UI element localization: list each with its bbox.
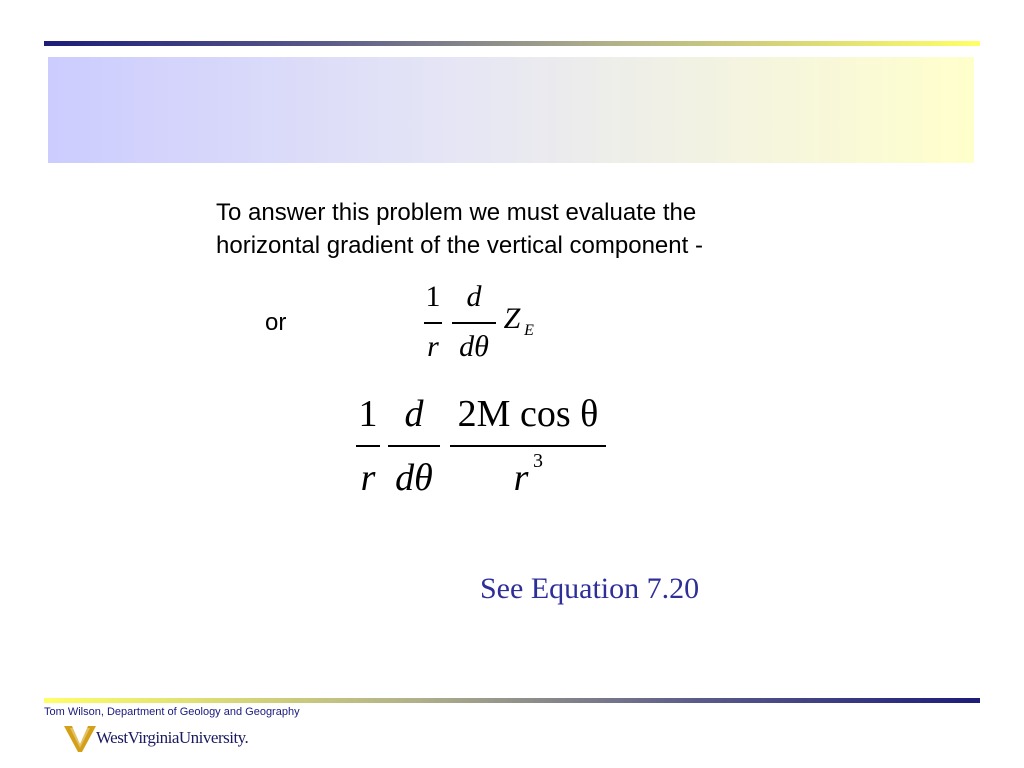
eq2-num-1: 1 — [358, 393, 378, 435]
eq2-den-3: r — [513, 457, 529, 499]
wvu-wordmark: WestVirginiaUniversity. — [96, 728, 249, 747]
eq1-den-2: dθ — [459, 330, 489, 363]
eq1-num-1: 1 — [425, 280, 441, 313]
eq2-sup: 3 — [533, 450, 543, 472]
body-text — [216, 196, 856, 262]
eq2-bar-3 — [450, 445, 606, 447]
eq1-num-2: d — [466, 280, 482, 313]
see-equation-link[interactable]: See Equation 7.20 — [480, 572, 700, 605]
eq1-z: Z — [503, 302, 521, 335]
eq2-den-2: dθ — [395, 457, 433, 499]
eq1-bar-1 — [424, 322, 442, 324]
body-line-1: To answer this problem we must evaluate the — [216, 199, 697, 226]
or-label: or — [265, 309, 287, 336]
top-divider — [44, 41, 980, 46]
title-banner — [48, 57, 974, 163]
eq2-num-3: 2M cos θ — [457, 393, 599, 435]
bottom-divider — [44, 698, 980, 703]
footer-credit: Tom Wilson, Department of Geology and Geography — [44, 706, 300, 718]
eq2-bar-1 — [356, 445, 380, 447]
eq2-den-1: r — [360, 457, 376, 499]
wvu-logo-icon — [64, 724, 96, 754]
body-line-2: horizontal gradient of the vertical component - — [216, 232, 703, 259]
eq1-bar-2 — [452, 322, 496, 324]
eq2-num-2: d — [404, 393, 424, 435]
equation-1 — [420, 280, 560, 370]
eq1-sub: E — [524, 322, 534, 339]
eq1-den-1: r — [427, 330, 439, 363]
eq2-bar-2 — [388, 445, 440, 447]
equation-2 — [352, 392, 622, 502]
